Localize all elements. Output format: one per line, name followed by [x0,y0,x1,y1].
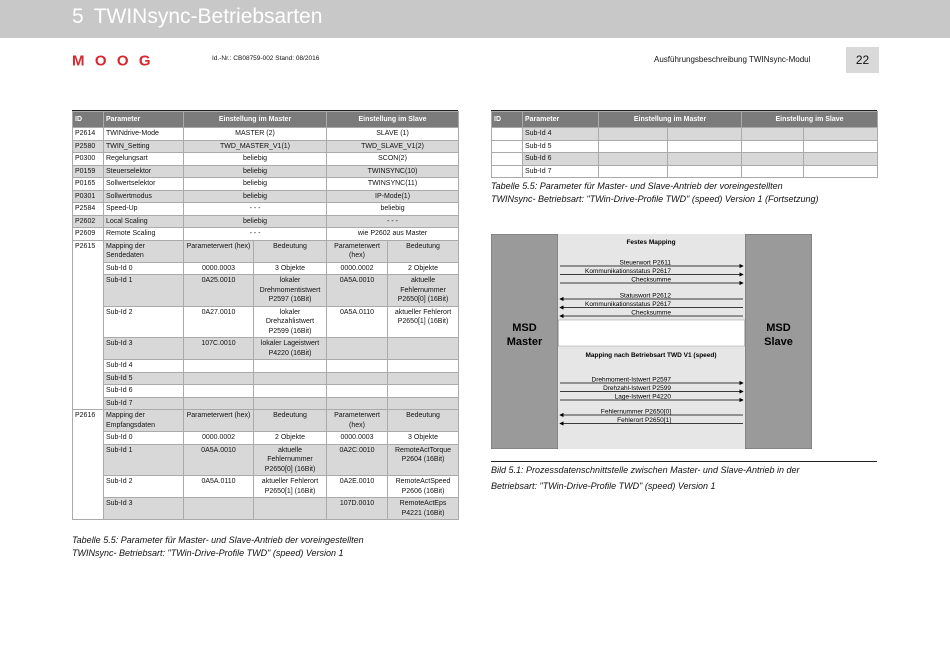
table-cell: Local Scaling [104,215,184,228]
table-row [73,476,459,498]
table-cell: aktuelle Fehlernummer P2650[0] (16Bit) [388,275,459,307]
table-cell: RemoteActTorque P2604 (16Bit) [388,444,459,476]
table-cell: Bedeutung [388,410,459,432]
table-row [73,372,459,385]
table-cell: P2609 [73,228,104,241]
table-cell: lokaler Lageistwert P4220 (16Bit) [254,338,327,360]
table-row [73,275,459,307]
table-row [492,153,878,166]
table-cell [254,498,327,520]
table-cell: TWD_SLAVE_V1(2) [327,140,459,153]
table-row [73,410,459,432]
table-cell [804,128,878,141]
table-cell [742,128,804,141]
table-cell [254,385,327,398]
mode-to-slave-label: Drehmoment-Istwert P2597 [591,376,671,384]
table-cell: 107C.0010 [184,338,254,360]
table-cell: Sollwertmodus [104,190,184,203]
fixed-to-master-label: Checksumme [631,309,671,317]
table-cell: Sub-Id 5 [523,140,599,153]
col-parameter: Parameter [523,112,599,128]
table-cell: - - - [184,203,327,216]
table-row [73,360,459,373]
table-cell: P0159 [73,165,104,178]
table-cell: IP-Mode(1) [327,190,459,203]
table-cell: Sub-Id 2 [104,306,184,338]
parameter-table [72,111,459,520]
table-cell: SCON(2) [327,153,459,166]
table-row [492,128,878,141]
parameter-table-continued [491,111,878,178]
table-caption-left: Tabelle 5.5: Parameter für Master- und Slave-Antrieb der voreingestellten TWINsync- Betriebsart: "TWin-Drive-Profile TWD" (speed) Version 1 [72,535,364,558]
table-cell: MASTER (2) [184,128,327,141]
table-row [73,228,459,241]
process-data-diagram [491,234,812,449]
table-cell [492,165,523,178]
table-cell: aktueller Fehlerort P2650[1] (16Bit) [254,476,327,498]
table-cell [327,385,388,398]
table-cell [184,372,254,385]
mode-to-master-label: Fehlerort P2650[1] [617,417,671,424]
table-cell [599,140,668,153]
table-cell [492,128,523,141]
table-cell: Parameterwert (hex) [184,240,254,262]
table-cell: 0000.0002 [184,432,254,445]
table-row [73,444,459,476]
table-cell: 0A5A.0010 [184,444,254,476]
table-cell: TWD_MASTER_V1(1) [184,140,327,153]
table-cell [388,338,459,360]
table-cell [388,385,459,398]
table-cell [492,153,523,166]
table-cell: RemoteActEps P4221 (16Bit) [388,498,459,520]
table-cell: Sub-Id 4 [104,360,184,373]
table-row [73,140,459,153]
table-cell [388,360,459,373]
table-cell [388,372,459,385]
table-cell [804,140,878,153]
svg-text:MOOG: MOOG [72,53,152,67]
table-cell [668,153,742,166]
mode-mapping-title: Mapping nach Betriebsart TWD V1 (speed) [585,352,717,359]
table-cell [327,338,388,360]
table-cell: Parameterwert (hex) [184,410,254,432]
table-cell: lokaler Drehzahlistwert P2599 (16Bit) [254,306,327,338]
table-cell [184,498,254,520]
table-cell: aktueller Fehlerort P2650[1] (16Bit) [388,306,459,338]
table-cell [254,397,327,410]
fixed-to-slave-label: Checksumme [631,276,671,284]
table-cell [742,165,804,178]
table-cell [327,360,388,373]
table-row [73,190,459,203]
table-cell: Sub-Id 7 [104,397,184,410]
table-row [492,140,878,153]
table-cell: Regelungsart [104,153,184,166]
table-cell: P0165 [73,178,104,191]
table-cell [804,165,878,178]
table-cell: beliebig [184,153,327,166]
table-cell [184,397,254,410]
table-cell: P2616 [73,410,104,520]
table-cell: P0300 [73,153,104,166]
doc-id: Id.-Nr.: CB08759-002 Stand: 08/2016 [212,55,320,62]
table-cell: beliebig [184,178,327,191]
table-cell: Bedeutung [254,240,327,262]
table-cell [742,140,804,153]
table-row [492,165,878,178]
mode-to-slave-label: Lage-Istwert P4220 [614,393,671,401]
table-cell: P2615 [73,240,104,410]
fixed-to-master-label: Kommunikationsstatus P2617 [585,301,671,308]
table-cell: Sub-Id 3 [104,498,184,520]
fixed-to-master-label: Statuswort P2612 [619,292,671,300]
table-cell: 0A5A.0110 [184,476,254,498]
table-cell: Sub-Id 4 [523,128,599,141]
table-cell [668,140,742,153]
table-row [73,128,459,141]
table-cell: beliebig [184,165,327,178]
table-row [73,385,459,398]
table-cell [599,165,668,178]
table-cell: Remote Scaling [104,228,184,241]
table-cell [668,128,742,141]
table-cell: 3 Objekte [388,432,459,445]
table-cell: 0000.0003 [184,262,254,275]
table-row [73,165,459,178]
table-cell: Speed-Up [104,203,184,216]
table-cell [742,153,804,166]
col-parameter: Parameter [104,112,184,128]
table-cell: TWINSYNC(11) [327,178,459,191]
table-cell: Sub-Id 5 [104,372,184,385]
col-id: ID [73,112,104,128]
table-cell: SLAVE (1) [327,128,459,141]
table-row [73,215,459,228]
table-cell [327,397,388,410]
table-cell [327,372,388,385]
table-cell: Parameterwert (hex) [327,240,388,262]
table-cell: P2602 [73,215,104,228]
figure-caption: Bild 5.1: Prozessdatenschnittstelle zwischen Master- und Slave-Antrieb in der Betriebsart: "TWin-Drive-Profile TWD" (speed) Version 1 [491,465,800,491]
table-cell: 2 Objekte [388,262,459,275]
table-cell [599,128,668,141]
table-cell: 0A2E.0010 [327,476,388,498]
table-cell: P2580 [73,140,104,153]
page-number: 22 [846,47,879,73]
table-cell: 2 Objekte [254,432,327,445]
table-row [73,178,459,191]
table-cell: Sub-Id 1 [104,275,184,307]
col-slave: Einstellung im Slave [327,112,459,128]
table-row [73,262,459,275]
mode-to-master-label: Fehlernummer P2650[0] [600,408,671,416]
table-cell: 0000.0002 [327,262,388,275]
table-row [73,338,459,360]
table-cell: 0A5A.0010 [327,275,388,307]
master-label: MSD [512,322,537,334]
table-cell [492,140,523,153]
table-cell: 3 Objekte [254,262,327,275]
table-cell: Sub-Id 0 [104,432,184,445]
table-cell: Sub-Id 7 [523,165,599,178]
fixed-to-slave-label: Kommunikationsstatus P2617 [585,268,671,275]
moog-logo [72,53,154,67]
table-cell: Sub-Id 0 [104,262,184,275]
table-cell: Bedeutung [388,240,459,262]
table-row [73,498,459,520]
table-cell: P2584 [73,203,104,216]
table-cell: P2614 [73,128,104,141]
table-cell: 0A25.0010 [184,275,254,307]
table-row [73,240,459,262]
table-cell: Sub-Id 6 [104,385,184,398]
mode-to-slave-label: Drehzahl-Istwert P2599 [603,385,671,392]
table-header-row [492,112,878,128]
table-cell: Sub-Id 1 [104,444,184,476]
header-bar [0,0,950,38]
table-cell [254,372,327,385]
fixed-to-slave-label: Steuerwort P2611 [619,259,671,267]
table-cell: aktuelle Fehlernummer P2650[0] (16Bit) [254,444,327,476]
table-cell: TWIN_Setting [104,140,184,153]
table-cell: Sub-Id 6 [523,153,599,166]
table-row [73,306,459,338]
col-slave: Einstellung im Slave [742,112,878,128]
table-row [73,153,459,166]
table-row [73,397,459,410]
table-cell: Sollwertselektor [104,178,184,191]
chapter-title: 5 TWINsync-Betriebsarten [72,5,323,28]
fixed-mapping-title: Festes Mapping [626,239,676,246]
table-cell: wie P2602 aus Master [327,228,459,241]
table-cell: Sub-Id 3 [104,338,184,360]
table-cell [254,360,327,373]
table-cell: Mapping der Empfangsdaten [104,410,184,432]
slave-label-2: Slave [764,336,793,348]
table-cell: - - - [327,215,459,228]
table-cell: beliebig [184,190,327,203]
table-cell [184,360,254,373]
table-cell: 107D.0010 [327,498,388,520]
col-master: Einstellung im Master [184,112,327,128]
table-cell [388,397,459,410]
table-cell: Steuerselektor [104,165,184,178]
col-id: ID [492,112,523,128]
table-cell: 0A2C.0010 [327,444,388,476]
table-cell: - - - [184,228,327,241]
table-cell: TWINSYNC(10) [327,165,459,178]
col-master: Einstellung im Master [599,112,742,128]
table-cell [184,385,254,398]
table-cell: 0A27.0010 [184,306,254,338]
table-cell: Parameterwert (hex) [327,410,388,432]
table-caption-right: Tabelle 5.5: Parameter für Master- und Slave-Antrieb der voreingestellten TWINsync- Betriebsart: "TWin-Drive-Profile TWD" (speed) Version 1 (Fortsetzung) [491,181,819,204]
table-cell: P0301 [73,190,104,203]
table-cell [668,165,742,178]
table-cell: beliebig [184,215,327,228]
table-cell: Sub-Id 2 [104,476,184,498]
table-cell: Bedeutung [254,410,327,432]
table-row [73,203,459,216]
table-cell [804,153,878,166]
table-header-row [73,112,459,128]
table-cell: beliebig [327,203,459,216]
table-cell: 0000.0003 [327,432,388,445]
table-cell: TWINdrive-Mode [104,128,184,141]
table-row [73,432,459,445]
table-cell: RemoteActSpeed P2606 (16Bit) [388,476,459,498]
table-cell: 0A5A.0110 [327,306,388,338]
master-label-2: Master [506,336,543,348]
slave-label: MSD [766,322,791,334]
table-cell [599,153,668,166]
table-cell: Mapping der Sendedaten [104,240,184,262]
table-cell: lokaler Drehmomentistwert P2597 (16Bit) [254,275,327,307]
doc-title: Ausführungsbeschreibung TWINsync-Modul [654,55,811,64]
